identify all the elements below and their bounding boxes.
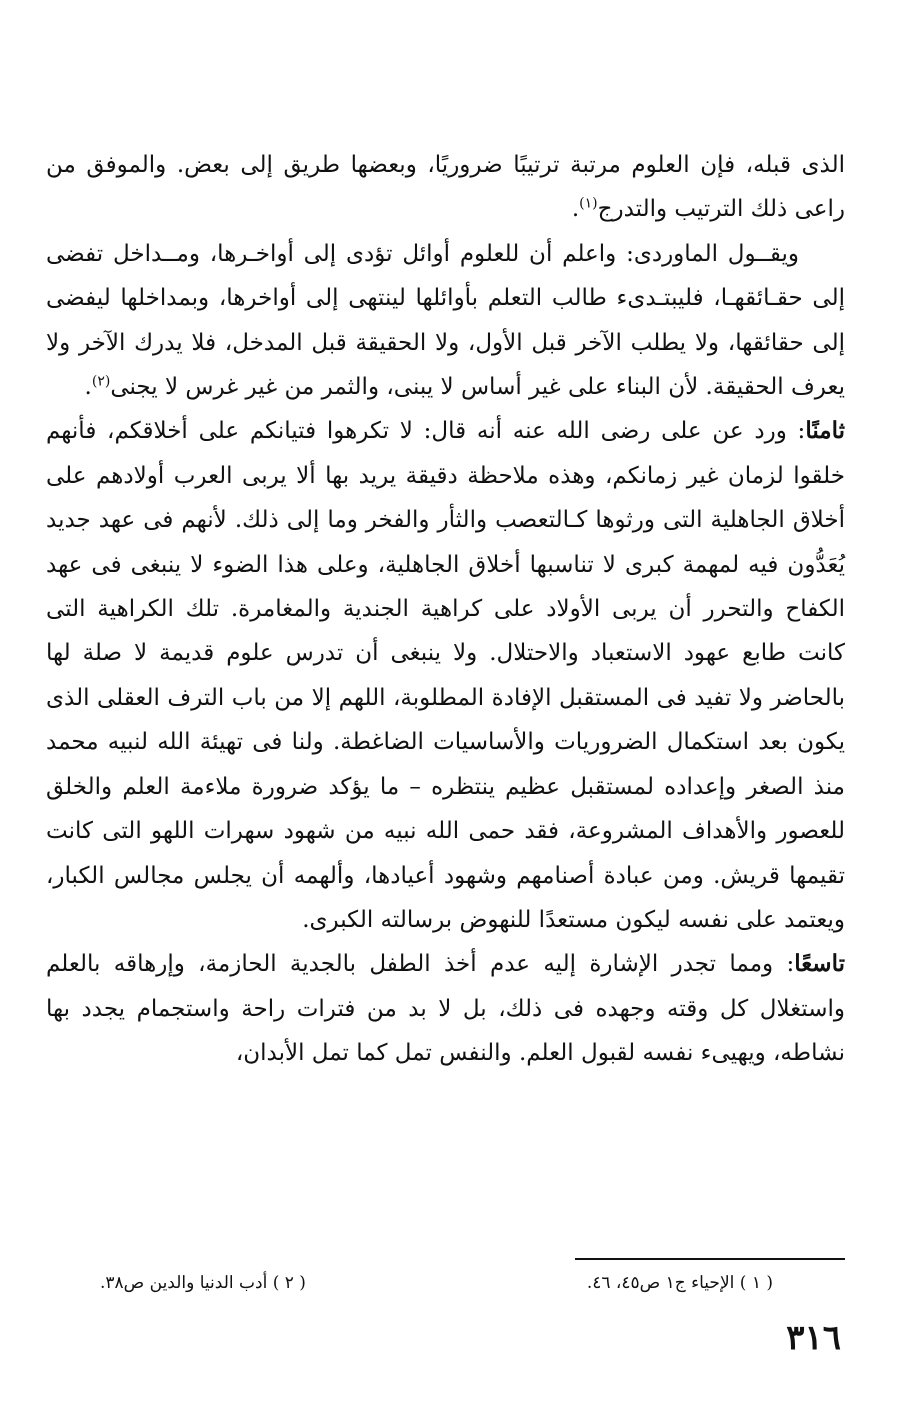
footnote-ref-2: (٢): [91, 373, 111, 390]
footnotes: [100, 1268, 773, 1298]
footnote-2: ( ٢ ) أدب الدنيا والدين ص٣٨.: [100, 1273, 306, 1293]
body-text: [46, 143, 845, 1076]
paragraph-3: ثامنًا: ورد عن على رضى الله عنه أنه قال: لا تكرهوا فتيانكم على أخلاقكم، فأنهم خلقوا لزمان غير زمانكم، وهذه ملاحظة دقيقة يريد بها ألا يربى العرب أولادهم على أخلاق الجاهلية التى ورثوها كـالتعصب والثأر والفخر وما إلى ذلك. لأنهم فى عهد جديد يُعَدُّون فيه لمهمة كبرى لا تناسبها أخلاق الجاهلية، وعلى هذا الضوء لا ينبغى فى عهد الكفاح والتحرر أن يربى الأولاد على كراهية الجندية والمغامرة. تلك الكراهية التى كانت طابع عهود الاستعباد والاحتلال. ولا ينبغى أن تدرس علوم قديمة لا صلة لها بالحاضر ولا تفيد فى المستقبل الإفادة المطلوبة، اللهم إلا من باب الترف العقلى الذى يكون بعد استكمال الضروريات والأساسيات الضاغطة. ولنا فى تهيئة الله لنبيه محمد منذ الصغر وإعداده لمستقبل عظيم ينتظره – ما يؤكد ضرورة ملاءمة العلم والخلق للعصور والأهداف المشروعة، فقد حمى الله نبيه من شهود سهرات اللهو التى كانت تقيمها قريش. ومن عبادة أصنامهم وشهود أعيادها، وألهمه أن يجلس مجالس الكبار، ويعتمد على نفسه ليكون مستعدًا للنهوض برسالته الكبرى.: [46, 417, 845, 933]
footnote-1: ( ١ ) الإحياء ج١ ص٤٥، ٤٦.: [586, 1273, 773, 1293]
footnote-ref-1: (١): [579, 195, 598, 212]
section-lead-eighth: ثامنًا: [805, 417, 845, 445]
page-number: ٣١٦: [786, 1318, 841, 1358]
paragraph-2: ويقــول الماوردى: واعلم أن للعلوم أوائل تؤدى إلى أواخـرها، ومــداخل تفضى إلى حقـائقهـا، فليبتـدىء طالب التعلم بأوائلها لينتهى إلى أواخرها، وبمداخلها ليفضى إلى حقائقها، ولا يطلب الآخر قبل الأول، ولا الحقيقة قبل المدخل، فلا يدرك الآخر ولا يعرف الحقيقة. لأن البناء على غير أساس لا يبنى، والثمر من غير غرس لا يجنى$^{(٢)}$.: [46, 240, 845, 401]
footnote-divider: [575, 1258, 845, 1260]
paragraph-4: تاسعًا: ومما تجدر الإشارة إليه عدم أخذ الطفل بالجدية الحازمة، وإرهاقه بالعلم واستغلال كل وقته وجهده فى ذلك، بل لا بد من فترات راحة واستجمام يجدد بها نشاطه، ويهيىء نفسه لقبول العلم. والنفس تمل كما تمل الأبدان،: [46, 950, 845, 1067]
paragraph-1: الذى قبله، فإن العلوم مرتبة ترتيبًا ضروريًا، وبعضها طريق إلى بعض. والموفق من راعى ذلك الترتيب والتدرج$^{(١)}$.: [46, 152, 845, 223]
section-lead-ninth: تاسعًا: [794, 950, 845, 978]
